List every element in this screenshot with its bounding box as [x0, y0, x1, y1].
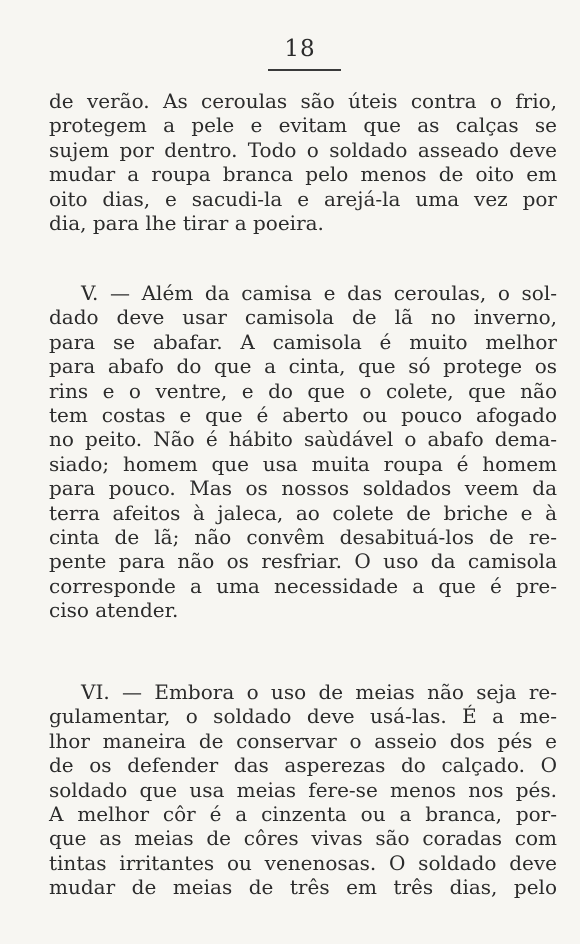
- text-line: cinta de lã; não convêm desabituá-los de re-: [49, 524, 557, 549]
- paragraph-section-v: [49, 281, 557, 622]
- text-line: mudar de meias de três em três dias, pelo: [49, 875, 557, 900]
- text-line: para abafo do que a cinta, que só protege os: [49, 354, 557, 379]
- text-line: mudar a roupa branca pelo menos de oito em: [49, 162, 557, 187]
- text-line: gulamentar, o soldado deve usá-las. É a me-: [49, 704, 557, 729]
- text-line: para se abafar. A camisola é muito melhor: [49, 329, 557, 354]
- text-line: oito dias, e sacudi-la e arejá-la uma vez por: [49, 186, 557, 211]
- text-line: rins e o ventre, e do que o colete, que não: [49, 378, 557, 403]
- header-rule: [268, 69, 341, 71]
- text-line: siado; homem que usa muita roupa é homem: [49, 451, 557, 476]
- text-line: de verão. As ceroulas são úteis contra o frio,: [49, 89, 557, 113]
- text-line: pente para não os resfriar. O uso da camisola: [49, 549, 557, 574]
- text-line: terra afeitos à jaleca, ao colete de briche e à: [49, 500, 557, 525]
- text-line: dia, para lhe tirar a poeira.: [49, 210, 324, 235]
- paragraph-continuation: [49, 89, 557, 235]
- text-line: A melhor côr é a cinzenta ou a branca, por-: [49, 801, 557, 826]
- text-line: V. — Além da camisa e das ceroulas, o sol-: [81, 281, 557, 305]
- text-line: sujem por dentro. Todo o soldado asseado deve: [49, 137, 557, 162]
- text-line: VI. — Embora o uso de meias não seja re-: [81, 680, 557, 704]
- text-line: dado deve usar camisola de lã no inverno,: [49, 305, 557, 330]
- paragraph-section-vi: [49, 680, 557, 900]
- text-line: protegem a pele e evitam que as calças se: [49, 113, 557, 138]
- text-line: para pouco. Mas os nossos soldados veem da: [49, 476, 557, 501]
- text-line: soldado que usa meias fere-se menos nos pés.: [49, 777, 557, 802]
- text-line: tintas irritantes ou venenosas. O soldado deve: [49, 850, 557, 875]
- text-line: tem costas e que é aberto ou pouco afogado: [49, 402, 557, 427]
- text-line: lhor maneira de conservar o asseio dos pés e: [49, 728, 557, 753]
- text-line: no peito. Não é hábito saùdável o abafo dema-: [49, 427, 557, 452]
- page-number: 18: [284, 36, 316, 62]
- text-line: corresponde a uma necessidade a que é pre-: [49, 573, 557, 598]
- text-line: de os defender das asperezas do calçado. O: [49, 753, 557, 778]
- text-line: ciso atender.: [49, 598, 179, 623]
- text-line: que as meias de côres vivas são coradas com: [49, 826, 557, 851]
